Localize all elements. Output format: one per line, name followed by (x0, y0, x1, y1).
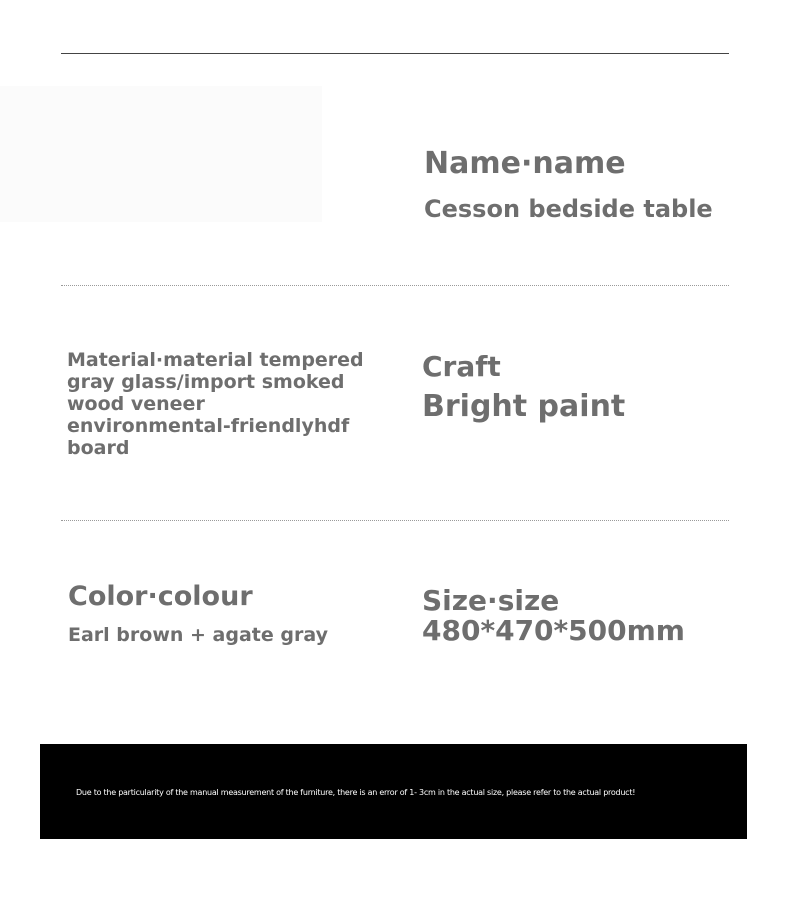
section-divider (61, 520, 729, 521)
craft-value: Bright paint (422, 389, 626, 424)
color-heading: Color·colour (68, 581, 253, 612)
size-value: 480*470*500mm (422, 614, 685, 647)
size-heading: Size·size (422, 584, 560, 617)
top-divider (61, 53, 729, 54)
craft-heading: Craft (422, 350, 501, 383)
name-value: Cesson bedside table (424, 195, 713, 223)
name-heading: Name·name (424, 146, 626, 181)
color-value: Earl brown + agate gray (68, 624, 328, 646)
material-description: Material·material tempered gray glass/import smoked wood veneer environmental-friendlyhdf board (67, 349, 364, 459)
notice-banner (40, 744, 747, 839)
section-divider (61, 285, 729, 286)
notice-text: Due to the particularity of the manual measurement of the furniture, there is an error of 1- 3cm in the actual size, please refer to the actual product! (76, 788, 636, 797)
image-placeholder (0, 86, 322, 222)
